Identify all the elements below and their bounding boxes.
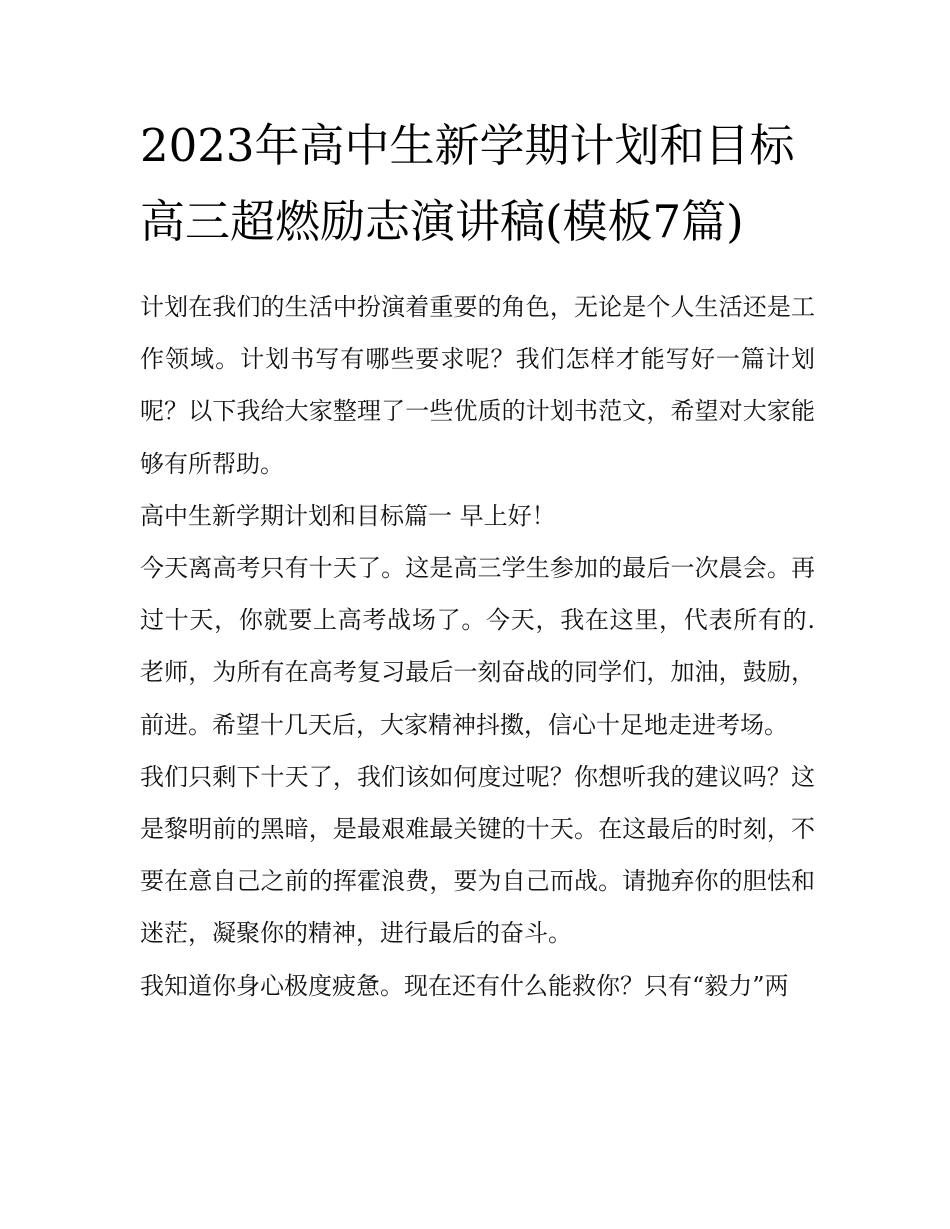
section-heading-paragraph: 高中生新学期计划和目标篇一 早上好！: [140, 501, 556, 530]
speech-paragraph-2: 我们只剩下十天了，我们该如何度过呢？你想听我的建议吗？这是黎明前的黑暗，是最艰难最关键的十天。在这最后的时刻，不要在意自己之前的挥霍浪费，要为自己而战。请抛弃你的胆怯和迷茫，凝聚你的精神，进行最后的奋斗。: [140, 762, 815, 948]
document-content: [140, 108, 815, 1012]
intro-paragraph: 计划在我们的生活中扮演着重要的角色，无论是个人生活还是工作领域。计划书写有哪些要求呢？我们怎样才能写好一篇计划呢？以下我给大家整理了一些优质的计划书范文，希望对大家能够有所帮助。: [140, 293, 815, 478]
document-body: [140, 281, 815, 1012]
speech-paragraph-1: 今天离高考只有十天了。这是高三学生参加的最后一次晨会。再过十天，你就要上高考战场了。今天，我在这里，代表所有的.老师，为所有在高考复习最后一刻奋战的同学们，加油，鼓励，前进。希望十几天后，大家精神抖擞，信心十足地走进考场。: [140, 554, 815, 739]
document-title: 2023年高中生新学期计划和目标 高三超燃励志演讲稿(模板7篇): [140, 119, 795, 248]
speech-paragraph-3: 我知道你身心极度疲惫。现在还有什么能救你？只有“毅力”两: [140, 971, 789, 1000]
